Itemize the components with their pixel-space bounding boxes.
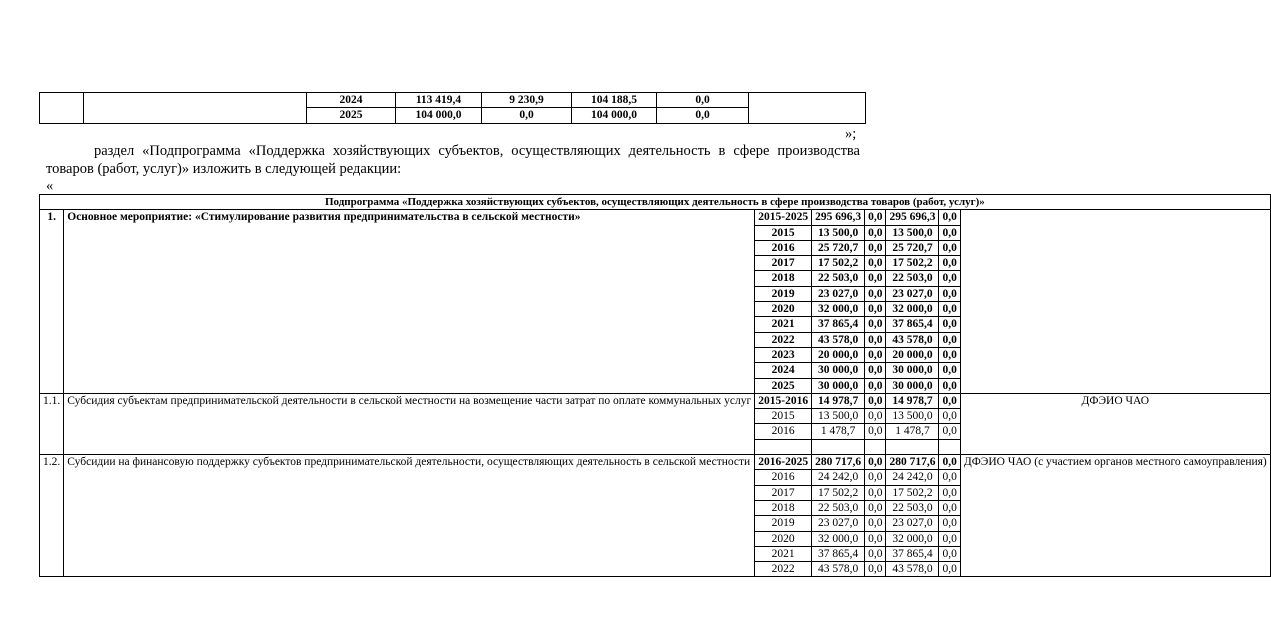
total-cell: 37 865,4 [812,317,865,332]
other-sources-cell: 0,0 [939,363,960,378]
table-row [40,393,1271,408]
total-cell: 17 502,2 [812,485,865,500]
total-cell: 13 500,0 [812,225,865,240]
item-description: Субсидии на финансовую поддержку субъектов предпринимательской деятельности, осуществляющих деятельность в сельской местности [64,455,755,577]
federal-budget-cell: 0,0 [865,347,886,362]
federal-budget-cell: 9 230,9 [482,93,572,108]
other-sources-cell: 0,0 [939,562,960,577]
regional-budget-cell: 43 578,0 [886,332,939,347]
other-sources-cell [939,439,960,454]
regional-budget-cell: 13 500,0 [886,225,939,240]
other-sources-cell: 0,0 [939,240,960,255]
item-description: Основное мероприятие: «Стимулирование развития предпринимательства в сельской местности» [64,210,755,394]
amendment-instruction-text: раздел «Подпрограмма «Поддержка хозяйствующих субъектов, осуществляющих деятельность в сфере производства товаров (работ, услуг)» изложить в следующей редакции: [46,143,860,177]
other-sources-cell: 0,0 [939,302,960,317]
total-cell: 23 027,0 [812,516,865,531]
total-cell: 104 000,0 [396,108,482,123]
year-cell: 2018 [755,500,812,515]
regional-budget-cell: 14 978,7 [886,393,939,408]
other-sources-cell: 0,0 [939,500,960,515]
regional-budget-cell: 22 503,0 [886,271,939,286]
regional-budget-cell: 24 242,0 [886,470,939,485]
other-sources-cell: 0,0 [939,286,960,301]
federal-budget-cell: 0,0 [865,393,886,408]
executor-cell: ДФЭИО ЧАО (с участием органов местного самоуправления) [960,455,1270,577]
year-cell: 2020 [755,531,812,546]
year-cell: 2019 [755,286,812,301]
total-cell: 17 502,2 [812,256,865,271]
federal-budget-cell: 0,0 [865,240,886,255]
year-cell: 2017 [755,256,812,271]
other-sources-cell: 0,0 [939,317,960,332]
total-cell: 24 242,0 [812,470,865,485]
executor-cell: ДФЭИО ЧАО [960,393,1270,454]
opening-quote-mark: « [46,178,54,194]
other-sources-cell: 0,0 [939,256,960,271]
regional-budget-cell: 104 000,0 [572,108,657,123]
year-cell: 2017 [755,485,812,500]
executor-cell [960,210,1270,394]
year-cell: 2016 [755,240,812,255]
table-row [40,93,866,108]
regional-budget-cell: 17 502,2 [886,256,939,271]
subprogram-title: Подпрограмма «Поддержка хозяйствующих субъектов, осуществляющих деятельность в сфере производства товаров (работ, услуг)» [40,195,1271,210]
regional-budget-cell: 37 865,4 [886,546,939,561]
regional-budget-cell: 295 696,3 [886,210,939,225]
year-cell: 2024 [755,363,812,378]
description-cell [84,93,307,124]
table-row [40,455,1271,470]
total-cell: 1 478,7 [812,424,865,439]
total-cell: 30 000,0 [812,378,865,393]
other-sources-cell: 0,0 [939,485,960,500]
other-sources-cell: 0,0 [939,378,960,393]
regional-budget-cell: 25 720,7 [886,240,939,255]
other-sources-cell: 0,0 [939,470,960,485]
other-sources-cell: 0,0 [939,516,960,531]
number-cell [40,93,84,124]
regional-budget-cell: 30 000,0 [886,378,939,393]
year-cell: 2019 [755,516,812,531]
federal-budget-cell: 0,0 [482,108,572,123]
federal-budget-cell: 0,0 [865,531,886,546]
regional-budget-cell [886,439,939,454]
federal-budget-cell: 0,0 [865,332,886,347]
federal-budget-cell: 0,0 [865,256,886,271]
subprogram-table [39,194,1271,577]
regional-budget-cell: 104 188,5 [572,93,657,108]
total-cell: 32 000,0 [812,302,865,317]
federal-budget-cell: 0,0 [865,271,886,286]
total-cell: 43 578,0 [812,332,865,347]
total-cell: 295 696,3 [812,210,865,225]
item-description: Субсидия субъектам предпринимательской деятельности в сельской местности на возмещение части затрат по оплате коммунальных услуг [64,393,755,454]
federal-budget-cell: 0,0 [865,516,886,531]
year-cell [755,439,812,454]
year-cell: 2025 [307,108,396,123]
other-sources-cell: 0,0 [939,225,960,240]
federal-budget-cell: 0,0 [865,317,886,332]
regional-budget-cell: 37 865,4 [886,317,939,332]
closing-quote-mark: »; [845,126,857,142]
federal-budget-cell: 0,0 [865,286,886,301]
other-sources-cell: 0,0 [657,108,749,123]
year-cell: 2015 [755,225,812,240]
federal-budget-cell: 0,0 [865,485,886,500]
other-sources-cell: 0,0 [939,332,960,347]
other-sources-cell: 0,0 [939,393,960,408]
total-cell: 280 717,6 [812,455,865,470]
other-sources-cell: 0,0 [939,409,960,424]
regional-budget-cell: 1 478,7 [886,424,939,439]
federal-budget-cell: 0,0 [865,470,886,485]
regional-budget-cell: 30 000,0 [886,363,939,378]
year-cell: 2016 [755,424,812,439]
regional-budget-cell: 280 717,6 [886,455,939,470]
regional-budget-cell: 32 000,0 [886,531,939,546]
subprogram-title-row [40,195,1271,210]
item-number: 1.1. [40,393,64,454]
regional-budget-cell: 23 027,0 [886,516,939,531]
year-cell: 2023 [755,347,812,362]
regional-budget-cell: 22 503,0 [886,500,939,515]
year-cell: 2022 [755,562,812,577]
regional-budget-cell: 32 000,0 [886,302,939,317]
other-sources-cell: 0,0 [939,210,960,225]
federal-budget-cell: 0,0 [865,378,886,393]
year-cell: 2016-2025 [755,455,812,470]
total-cell: 20 000,0 [812,347,865,362]
total-cell: 22 503,0 [812,500,865,515]
year-cell: 2025 [755,378,812,393]
other-sources-cell: 0,0 [939,347,960,362]
other-sources-cell: 0,0 [939,424,960,439]
federal-budget-cell: 0,0 [865,225,886,240]
other-sources-cell: 0,0 [939,546,960,561]
federal-budget-cell: 0,0 [865,409,886,424]
total-cell: 30 000,0 [812,363,865,378]
federal-budget-cell: 0,0 [865,500,886,515]
total-cell: 14 978,7 [812,393,865,408]
total-cell: 13 500,0 [812,409,865,424]
regional-budget-cell: 17 502,2 [886,485,939,500]
federal-budget-cell: 0,0 [865,424,886,439]
federal-budget-cell: 0,0 [865,210,886,225]
federal-budget-cell: 0,0 [865,363,886,378]
federal-budget-cell: 0,0 [865,562,886,577]
total-cell: 32 000,0 [812,531,865,546]
other-sources-cell: 0,0 [939,531,960,546]
year-cell: 2016 [755,470,812,485]
year-cell: 2021 [755,546,812,561]
federal-budget-cell: 0,0 [865,455,886,470]
item-number: 1.2. [40,455,64,577]
year-cell: 2015-2025 [755,210,812,225]
total-cell: 22 503,0 [812,271,865,286]
regional-budget-cell: 20 000,0 [886,347,939,362]
year-cell: 2020 [755,302,812,317]
year-cell: 2015 [755,409,812,424]
regional-budget-cell: 23 027,0 [886,286,939,301]
total-cell: 113 419,4 [396,93,482,108]
year-cell: 2018 [755,271,812,286]
federal-budget-cell [865,439,886,454]
total-cell: 43 578,0 [812,562,865,577]
item-number: 1. [40,210,64,394]
year-cell: 2015-2016 [755,393,812,408]
total-cell: 23 027,0 [812,286,865,301]
total-cell: 37 865,4 [812,546,865,561]
regional-budget-cell: 13 500,0 [886,409,939,424]
other-sources-cell: 0,0 [939,455,960,470]
other-sources-cell: 0,0 [657,93,749,108]
federal-budget-cell: 0,0 [865,302,886,317]
year-cell: 2022 [755,332,812,347]
previous-section-table [39,92,866,124]
table-row [40,210,1271,225]
regional-budget-cell: 43 578,0 [886,562,939,577]
federal-budget-cell: 0,0 [865,546,886,561]
other-sources-cell: 0,0 [939,271,960,286]
year-cell: 2021 [755,317,812,332]
executor-cell [749,93,866,124]
year-cell: 2024 [307,93,396,108]
total-cell: 25 720,7 [812,240,865,255]
total-cell [812,439,865,454]
